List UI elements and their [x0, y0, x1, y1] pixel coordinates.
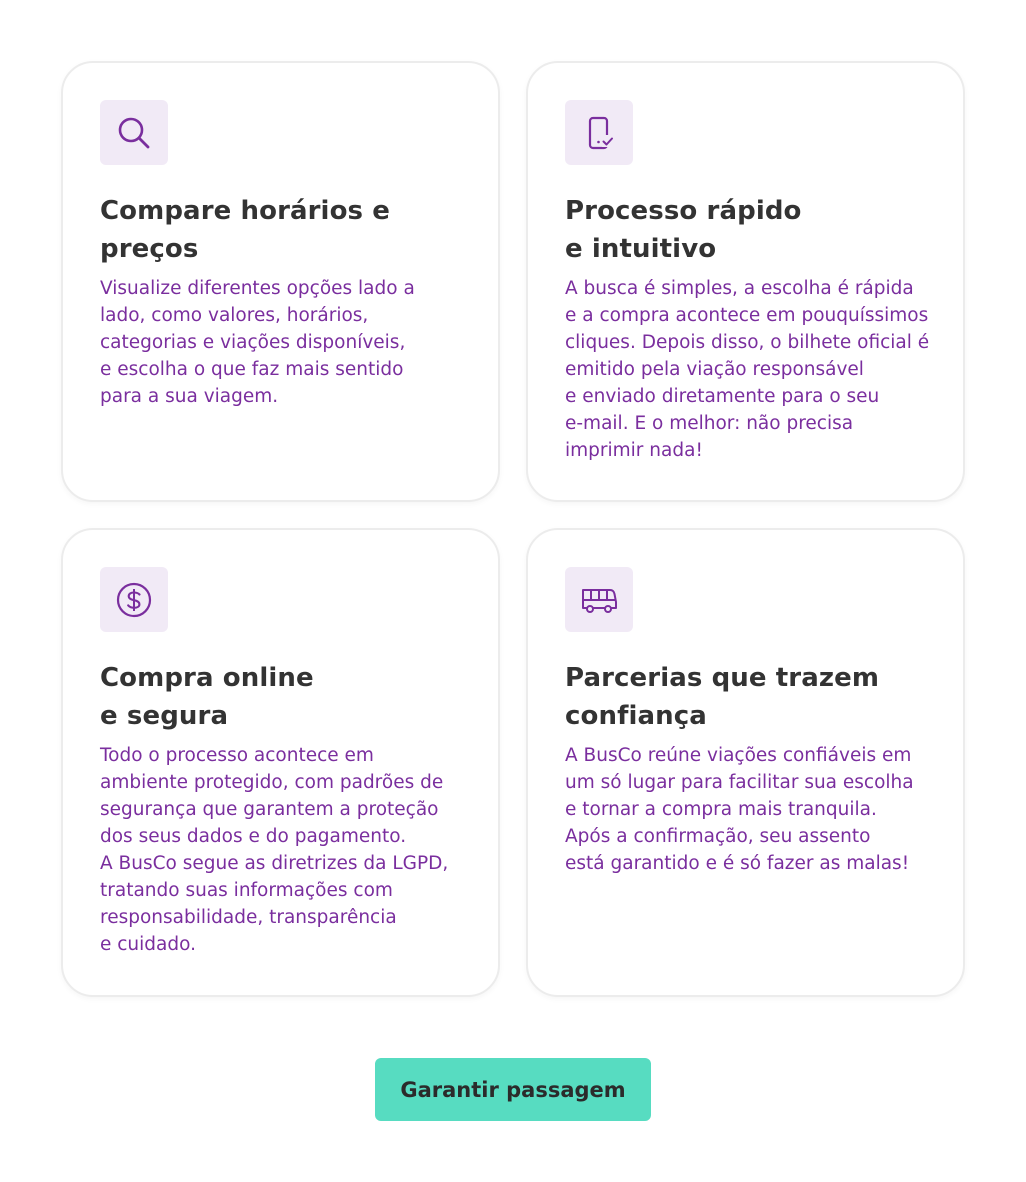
garantir-passagem-button[interactable]: Garantir passagem	[375, 1058, 651, 1121]
card-title: Compare horários e preços	[100, 196, 390, 264]
card-description: Todo o processo acontece em ambiente protegido, com padrões de segurança que garantem a proteção dos seus dados e do pagamento. A BusCo segue as diretrizes da LGPD, tratando suas informações com responsabilidade, transparência e cuidado.	[100, 745, 449, 955]
feature-card-compare	[61, 61, 500, 502]
feature-card-secure-purchase	[61, 528, 500, 997]
card-title: Processo rápido e intuitivo	[565, 196, 802, 264]
card-description: Visualize diferentes opções lado a lado, como valores, horários, categorias e viações disponíveis, e escolha o que faz mais sentido para a sua viagem.	[100, 278, 415, 407]
card-title: Parcerias que trazem confiança	[565, 663, 880, 731]
bus-icon	[565, 567, 633, 632]
search-icon	[100, 100, 168, 165]
card-description: A BusCo reúne viações confiáveis em um só lugar para facilitar sua escolha e tornar a compra mais tranquila. Após a confirmação, seu assento está garantido e é só fazer as malas!	[565, 745, 914, 874]
feature-card-partnerships	[526, 528, 965, 997]
feature-card-fast-process	[526, 61, 965, 502]
card-title: Compra online e segura	[100, 663, 314, 731]
dollar-icon	[100, 567, 168, 632]
phone-check-icon	[565, 100, 633, 165]
card-description: A busca é simples, a escolha é rápida e a compra acontece em pouquíssimos cliques. Depois disso, o bilhete oficial é emitido pela viação responsável e enviado diretamente para o seu e-mail. E o melhor: não precisa imprimir nada!	[565, 278, 930, 461]
